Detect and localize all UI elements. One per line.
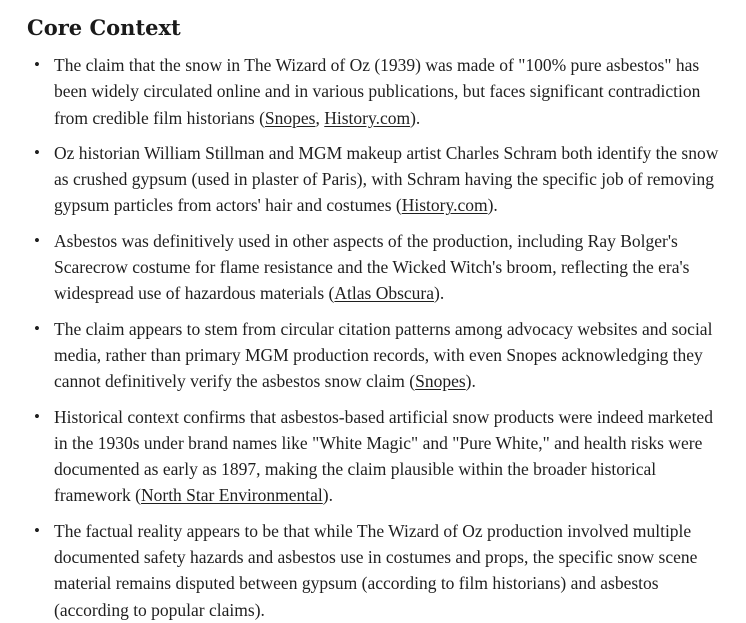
- bullet-icon: •: [34, 230, 40, 250]
- item-suffix: ).: [465, 371, 476, 392]
- bullet-icon: •: [34, 406, 40, 426]
- item-suffix: ).: [410, 107, 421, 128]
- section-heading: Core Context: [27, 15, 181, 40]
- item-text: Historical context confirms that asbestos-based artificial snow products were indeed marketed in the 1930s under brand names like "White Magic" and "Pure White," and health risks were documented as early as 1897, making the claim plausible within the broader historical framework (: [54, 406, 713, 506]
- list-item: [27, 316, 726, 395]
- bullet-icon: •: [34, 55, 40, 74]
- list-item: [27, 518, 726, 623]
- link-atlas-obscura[interactable]: Atlas Obscura: [334, 283, 435, 304]
- item-text: Asbestos was definitively used in other aspects of the production, including Ray Bolger's Scarecrow costume for flame resistance and the Wicked Witch's broom, reflecting the era's widespread use of hazardous materials (: [54, 230, 690, 304]
- context-list: [27, 52, 726, 623]
- list-item: [27, 228, 726, 307]
- item-text: The factual reality appears to be that while The Wizard of Oz production involved multiple documented safety hazards and asbestos use in costumes and props, the specific snow scene material remains disputed between gypsum (according to film historians) and asbestos (according to popular claims).: [54, 520, 698, 620]
- link-history[interactable]: History.com: [324, 107, 411, 128]
- item-suffix: ).: [434, 283, 445, 304]
- item-text: Oz historian William Stillman and MGM makeup artist Charles Schram both identify the snow as crushed gypsum (used in plaster of Paris), with Schram having the specific job of removing gypsum particles from actors' hair and costumes (: [54, 142, 719, 216]
- separator: ,: [315, 107, 325, 128]
- bullet-icon: •: [34, 318, 40, 338]
- link-snopes[interactable]: Snopes: [415, 371, 466, 392]
- bullet-icon: •: [34, 142, 40, 162]
- link-history[interactable]: History.com: [401, 195, 488, 216]
- link-snopes[interactable]: Snopes: [264, 107, 316, 128]
- item-text: The claim appears to stem from circular citation patterns among advocacy websites and social media, rather than primary MGM production records, with even Snopes acknowledging they cannot definitively verify the asbestos snow claim (: [54, 318, 713, 392]
- list-item: [27, 140, 726, 219]
- item-suffix: ).: [487, 195, 498, 216]
- item-text: The claim that the snow in The Wizard of Oz (1939) was made of "100% pure asbestos" has been widely circulated online and in various publications, but faces significant contradiction from credible film historians (: [54, 55, 701, 128]
- link-north-star-environmental[interactable]: North Star Environmental: [140, 485, 323, 506]
- bullet-icon: •: [34, 520, 40, 540]
- list-item: [27, 52, 726, 131]
- item-suffix: ).: [322, 485, 333, 506]
- list-item: [27, 404, 726, 509]
